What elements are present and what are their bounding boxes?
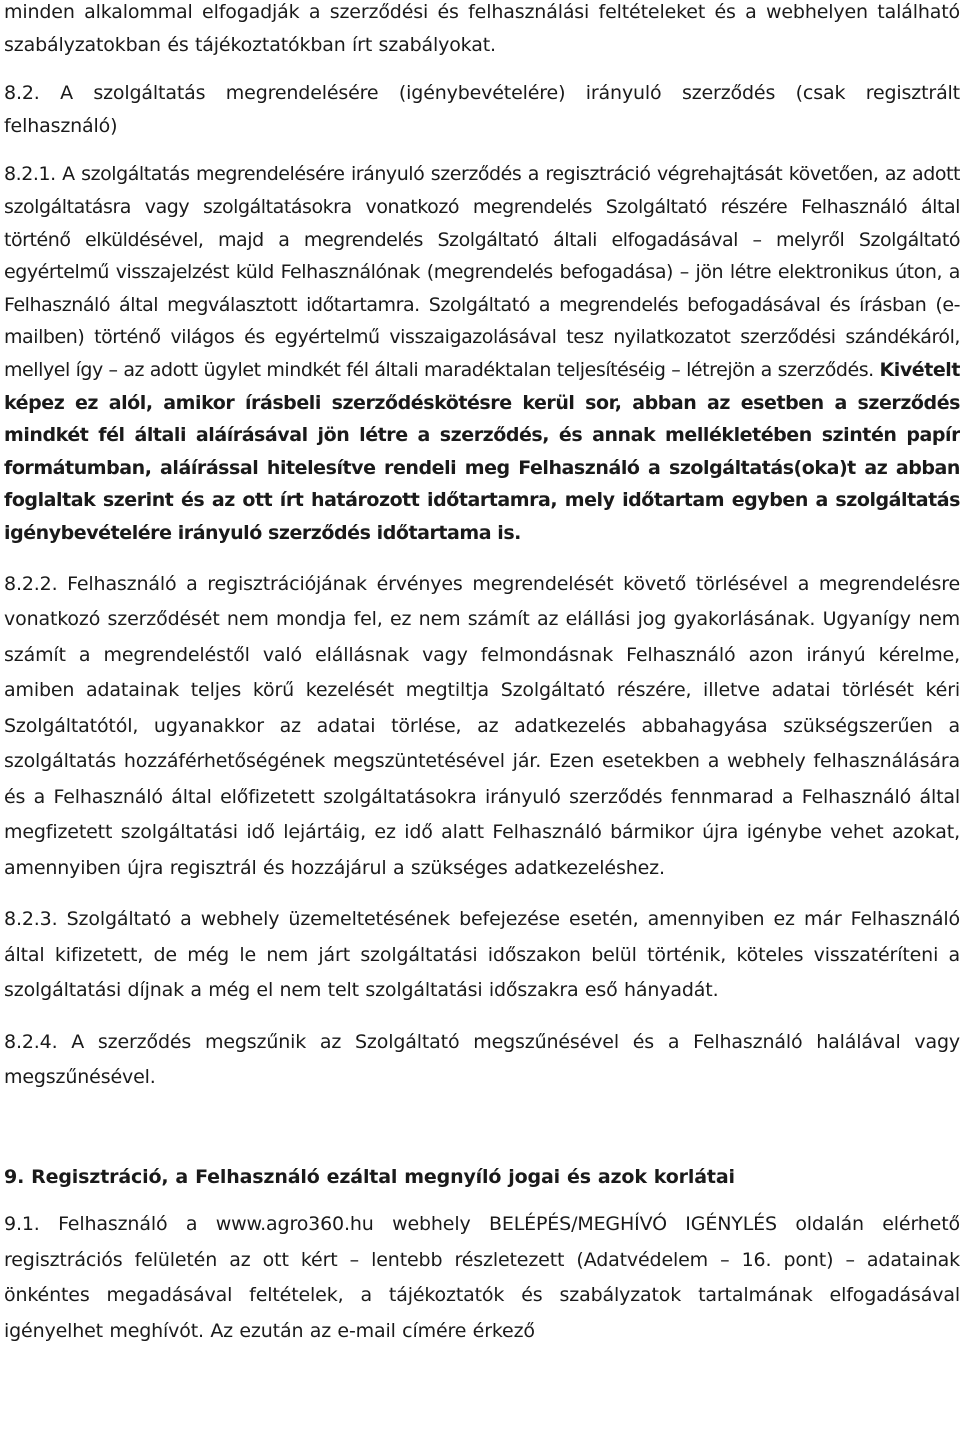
paragraph-intro: minden alkalommal elfogadják a szerződési és felhasználási feltételeket és a webhelyen található szabályzatokban és tájékoztatókban írt szabályokat. <box>4 1 960 56</box>
paragraph-8-2-1 <box>4 158 960 549</box>
paragraph-8-2-4: 8.2.4. A szerződés megszűnik az Szolgáltató megszűnésével és a Felhasználó halálával vagy megszűnésével. <box>4 1030 960 1088</box>
paragraph-8-2-3: 8.2.3. Szolgáltató a webhely üzemeltetésének befejezése esetén, amennyiben ez már Felhasználó által kifizetett, de még le nem járt szolgáltatási időszakon belül történik, köteles visszatéríteni a szolgáltatási díjnak a még el nem telt szolgáltatási időszakra eső hányadát. <box>4 908 960 1001</box>
paragraph-9-1: 9.1. Felhasználó a www.agro360.hu webhely BELÉPÉS/MEGHÍVÓ IGÉNYLÉS oldalán elérhető regisztrációs felületén az ott kért – lentebb részletezett (Adatvédelem – 16. pont) – adatainak önkéntes megadásával feltételek, a tájékoztatók és szabályzatok tartalmának elfogadásával igényelhet meghívót. Az ezután az e-mail címére érkező <box>4 1213 960 1342</box>
paragraph-8-2-2: 8.2.2. Felhasználó a regisztrációjának érvényes megrendelését követő törlésével a megrendelésre vonatkozó szerződését nem mondja fel, ez nem számít az elállási jog gyakorlásának. Ugyanígy nem számít a megrendeléstől való elállásnak vagy felmondásnak Felhasználó azon irányú kérelme, amiben adatainak teljes körű kezelését megtiltja Szolgáltató részére, illetve adatai törlését kéri Szolgáltatótól, ugyanakkor az adatai törlése, az adatkezelés abbahagyása szükségszerűen a szolgáltatás hozzáférhetőségének megszüntetésével jár. Ezen esetekben a webhely felhasználására és a Felhasználó által előfizetett szolgáltatásokra irányuló szerződés fennmarad a Felhasználó által megfizetett szolgáltatási idő lejártáig, ez idő alatt Felhasználó bármikor újra igénybe vehet azokat, amennyiben újra regisztrál és hozzájárul a szükséges adatkezeléshez. <box>4 572 960 879</box>
paragraph-8-2-1-text: 8.2.1. A szolgáltatás megrendelésére irányuló szerződés a regisztráció végrehajtását követően, az adott szolgáltatásra vagy szolgáltatásokra vonatkozó megrendelés Szolgáltató részére Felhasználó által történő elküldésével, majd a megrendelés Szolgáltató általi elfogadásával – melyről Szolgáltató egyértelmű visszajelzést küld Felhasználónak (megrendelés befogadása) – jön létre elektronikus úton, a Felhasználó által megválasztott időtartamra. Szolgáltató a megrendelés befogadásával és írásban (e-mailben) történő világos és egyértelmű visszaigazolásával tesz nyilatkozatot szerződési szándékáról, mellyel így – az adott ügylet mindkét fél általi maradéktalan teljesítéséig – létrejön a szerződés. <box>4 163 960 381</box>
paragraph-8-2-1-bold-exception: Kivételt képez ez alól, amikor írásbeli szerződéskötésre kerül sor, abban az esetben a szerződés mindkét fél általi aláírásával jön létre a szerződés, és annak mellékletében szintén papír formátumban, aláírással hitelesítve rendeli meg Felhasználó a szolgáltatás(oka)t az abban foglaltak szerint és az ott írt határozott időtartamra, mely időtartam egyben a szolgáltatás igénybevételére irányuló szerződés időtartama is. <box>4 358 960 544</box>
section-9-heading: 9. Regisztráció, a Felhasználó ezáltal megnyíló jogai és azok korlátai <box>4 1165 735 1188</box>
section-8-2-heading: 8.2. A szolgáltatás megrendelésére (igénybevételére) irányuló szerződés (csak regisztrált felhasználó) <box>4 82 960 137</box>
